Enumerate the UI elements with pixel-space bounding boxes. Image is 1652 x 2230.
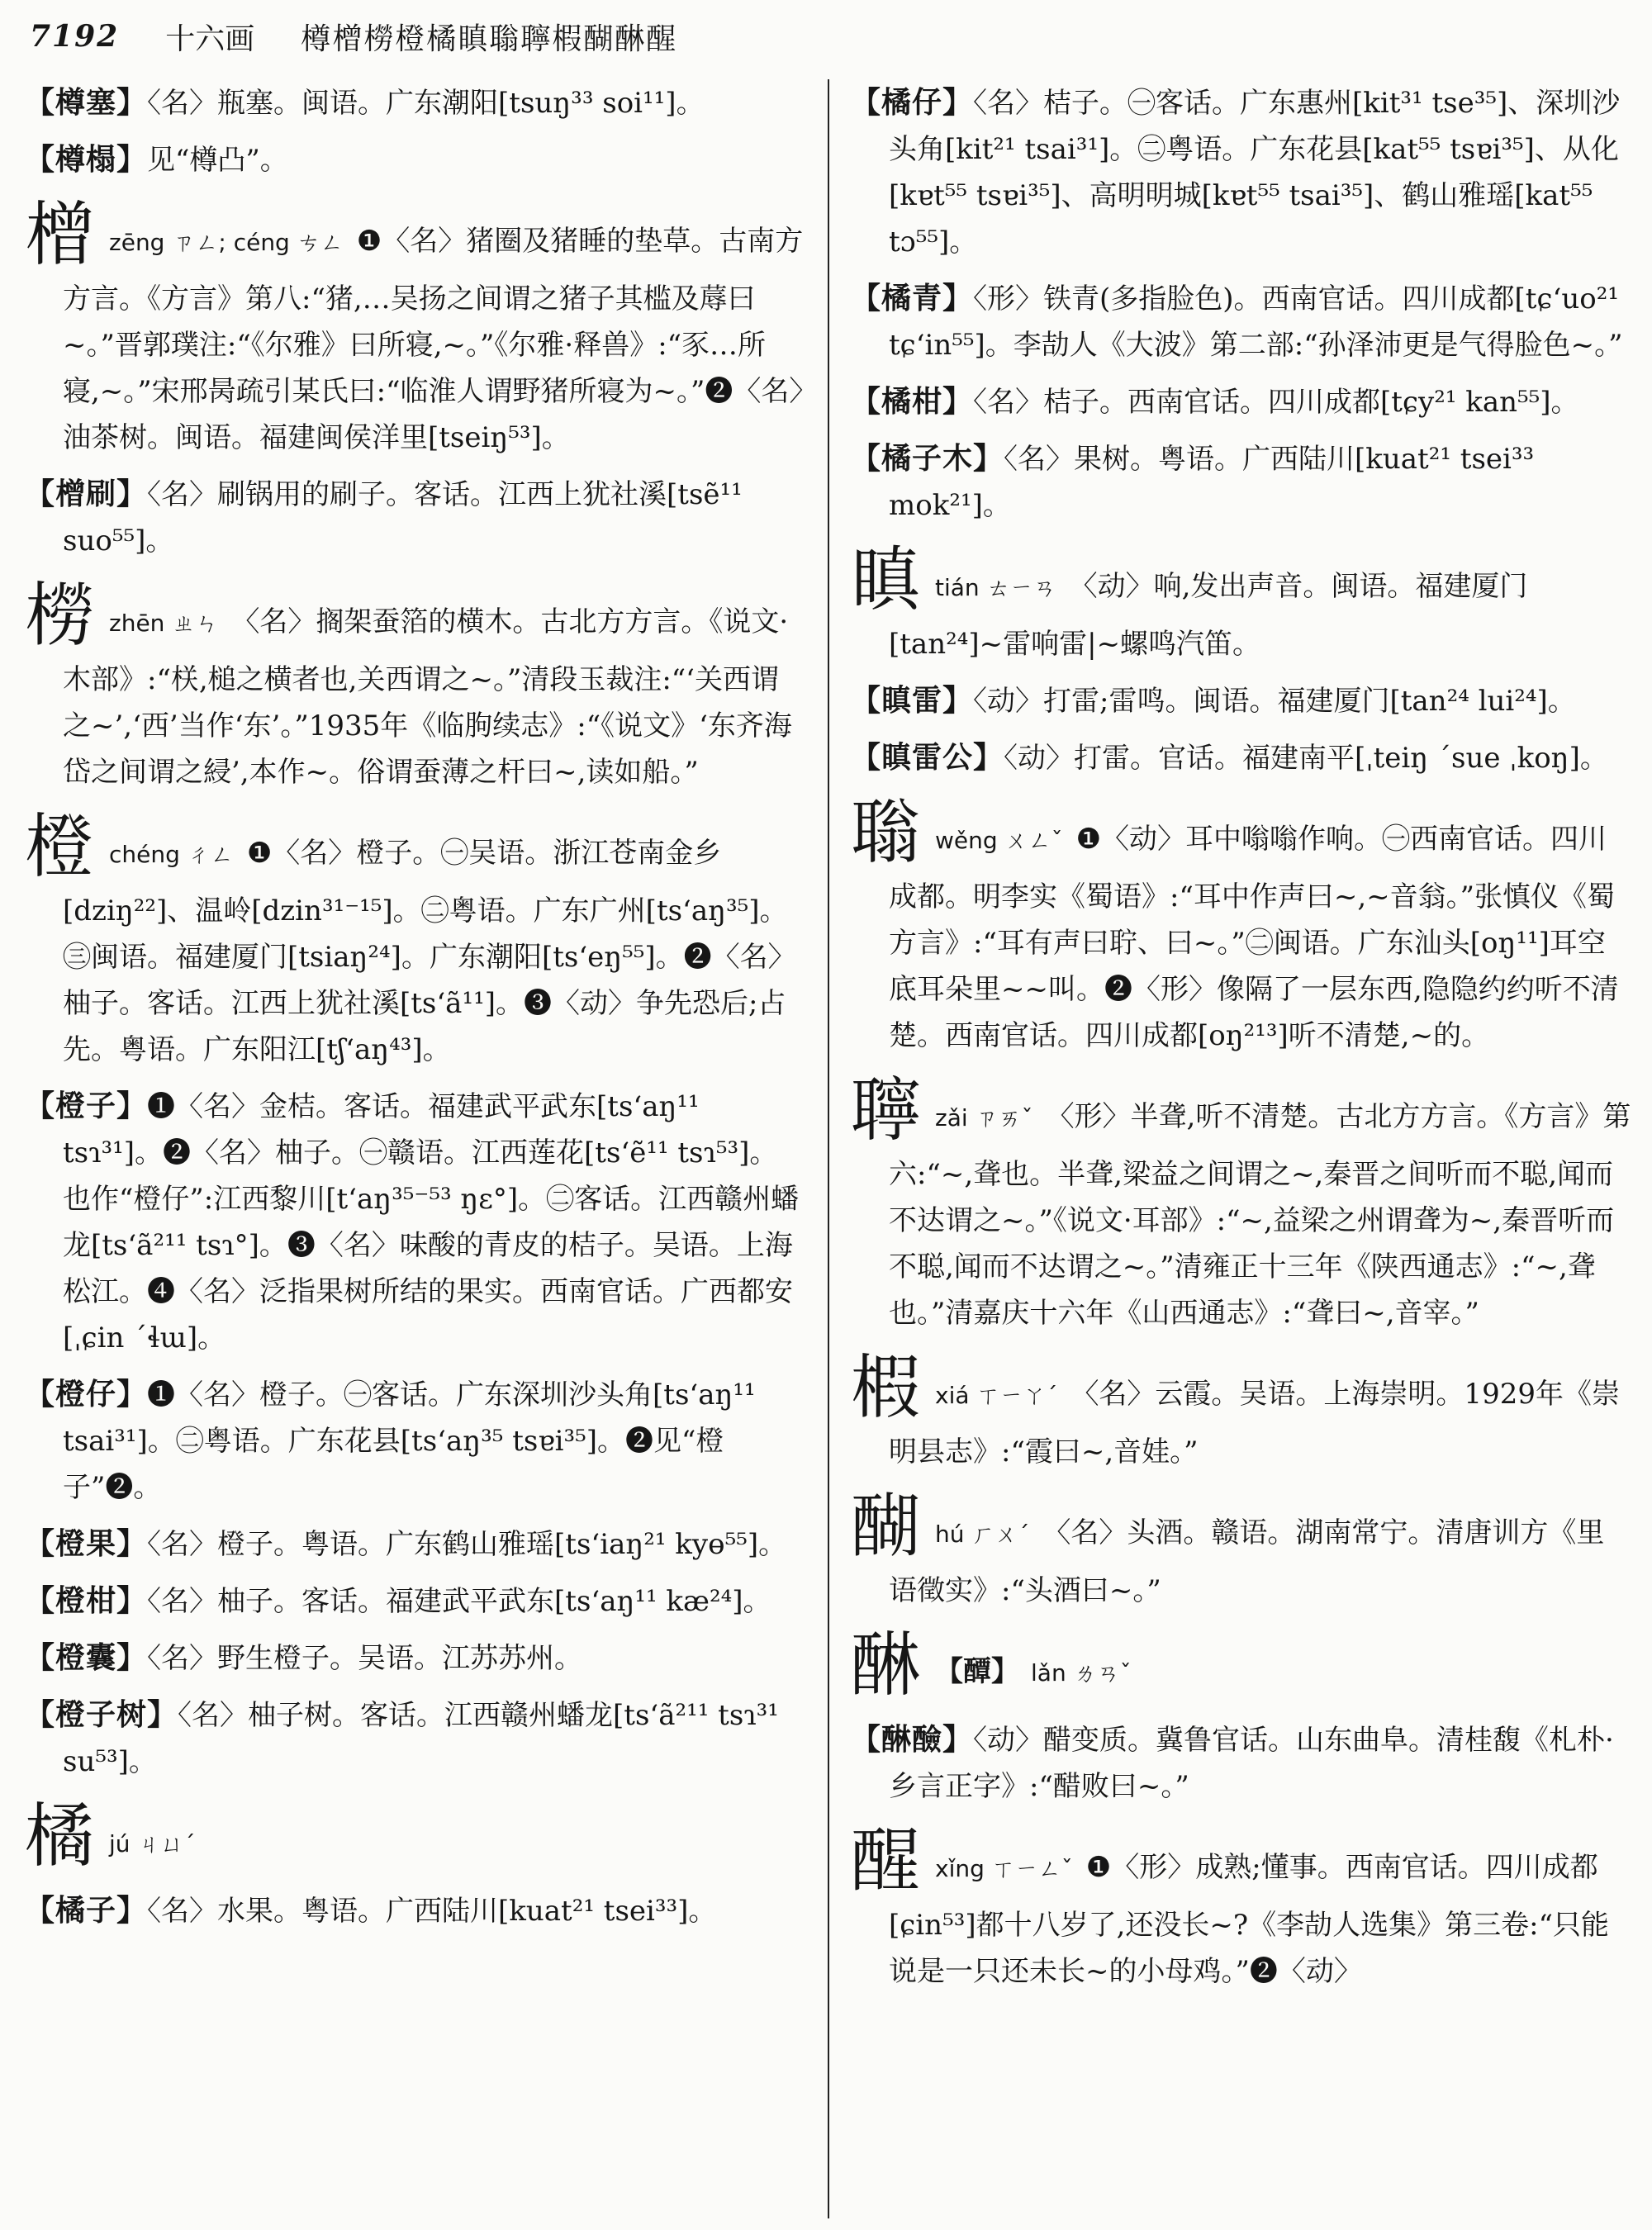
sub-entry [25,471,805,564]
pronunciation: xǐng ㄒㄧㄥˇ [935,1855,1073,1882]
definition: 〈名〉野生橙子。吴语。江苏苏州。 [147,1642,583,1675]
sub-entry [851,734,1631,781]
sub-headword: 【橙仔】 [25,1377,148,1412]
head-character: 聬 [851,792,921,873]
main-entry [851,1485,1631,1614]
definition: ❶〈动〉耳中嗡嗡作响。㊀西南官话。四川成都。明李实《蜀语》:“耳中作声曰~,~音翁。”张慎仪《蜀方言》:“耳有声曰聍、曰~。”㊁闽语。广东汕头[oŋ¹¹]耳空底耳朵里~~叫。❷〈形〉像隔了一层东西,隐隐约约听不清楚。西南官话。四川成都[oŋ²¹³]听不清楚,~的。 [889,823,1619,1052]
sub-headword: 【瞋雷公】 [851,740,1004,775]
definition: 〈名〉桔子。㊀客话。广东惠州[kit³¹ tse³⁵]、深圳沙头角[kit²¹ tsai³¹]。㊁粤语。广东花县[kat⁵⁵ tsɐi³⁵]、从化[kɐt⁵⁵ tsɐi³⁵]、高明明城[kɐt⁵⁵ tsai³⁵]、鹤山雅瑶[kat⁵⁵ tɔ⁵⁵]。 [889,87,1621,259]
main-entry [25,574,805,795]
pronunciation: zǎi ㄗㄞˇ [935,1104,1033,1132]
main-entry [851,539,1631,667]
sub-headword: 【橘柑】 [851,384,974,419]
definition: ❶〈名〉橙子。㊀客话。广东深圳沙头角[tsʻaŋ¹¹ tsai³¹]。㊁粤语。广东花县[tsʻaŋ³⁵ tsɐi³⁵]。❷见“橙子”❷。 [63,1378,756,1504]
definition: 〈名〉水果。粤语。广西陆川[kuat²¹ tsei³³]。 [147,1895,717,1928]
main-entry [851,1820,1631,1995]
definition: 〈名〉云霞。吴语。上海崇明。1929年《崇明县志》:“霞曰~,音娃。” [889,1378,1620,1468]
sub-entry [851,677,1631,724]
section-label: 十六画 [165,21,255,56]
sub-entry [851,275,1631,368]
sub-entry [851,1716,1631,1810]
definition: 〈名〉头酒。赣语。湖南常宁。清唐训方《里语徵实》:“头酒曰~。” [889,1516,1605,1607]
definition: ❶〈名〉橙子。㊀吴语。浙江苍南金乡[dziŋ²²]、温岭[dzin³¹⁻¹⁵]。㊁粤语。广东广州[tsʻaŋ³⁵]。㊂闽语。福建厦门[tsiaŋ²⁴]。广东潮阳[tsʻeŋ⁵⁵]。❷〈名〉柚子。客话。江西上犹社溪[tsʻã¹¹]。❸〈动〉争先恐后;占先。粤语。广东阳江[tʃʻaŋ⁴³]。 [63,837,796,1066]
main-entry [851,1346,1631,1475]
column-divider [828,79,829,2218]
sub-entry [851,378,1631,425]
head-character: 醒 [851,1820,921,1901]
sub-headword: 【橙子】 [25,1089,148,1123]
definition: 〈动〉醋变质。冀鲁官话。山东曲阜。清桂馥《札朴·乡言正字》:“醋败曰~。” [889,1724,1614,1803]
sub-headword: 【橘青】 [851,281,974,316]
main-entry [851,1624,1631,1706]
sub-headword: 【橙子树】 [25,1697,178,1732]
page-number: 7192 [30,19,120,54]
sub-entry [25,1691,805,1785]
pronunciation: hú ㄏㄨˊ [935,1521,1030,1548]
head-character: 瞋 [851,539,921,620]
head-character: 聹 [851,1070,921,1151]
definition: 〈名〉柚子。客话。福建武平武东[tsʻaŋ¹¹ kæ²⁴]。 [147,1585,771,1618]
sub-entry [851,435,1631,529]
definition: 〈动〉打雷;雷鸣。闽语。福建厦门[tan²⁴ lui²⁴]。 [973,685,1576,718]
sub-headword: 【橘子】 [25,1893,148,1928]
sub-headword: 【樽塞】 [25,85,148,120]
variant-form: 【醰】 [935,1655,1020,1688]
head-character: 橙 [25,806,95,887]
definition: 〈名〉瓶塞。闽语。广东潮阳[tsuŋ³³ soi¹¹]。 [147,87,705,120]
sub-entry [25,1635,805,1682]
left-column [25,79,805,1944]
definition: 〈形〉铁青(多指脸色)。西南官话。四川成都[tɕʻuo²¹ tɕʻin⁵⁵]。李劼人《大波》第二部:“孙泽沛更是气得脸色~。” [889,282,1623,362]
right-column [851,79,1631,2005]
main-entry [851,791,1631,1059]
sub-entry [25,136,805,183]
pronunciation: xiá ㄒㄧㄚˊ [935,1382,1058,1409]
sub-entry [851,79,1631,265]
definition: ❶〈名〉猪圈及猪睡的垫草。古南方方言。《方言》第八:“猪,…吴扬之间谓之猪子其槛及蓐曰~。”晋郭璞注:“《尔雅》曰所寝,~。”《尔雅·释兽》:“豕…所寝,~。”宋邢昺疏引某氏曰:“临淮人谓野猪所寝为~。”❷〈名〉油茶树。闽语。福建闽侯洋里[tseiŋ⁵³]。 [63,225,804,454]
sub-headword: 【瞋雷】 [851,683,974,718]
definition: 〈名〉橙子。粤语。广东鹤山雅瑶[tsʻiaŋ²¹ kyɵ⁵⁵]。 [147,1528,787,1561]
pronunciation: zhēn ㄓㄣ [109,610,219,637]
sub-entry [25,1521,805,1568]
definition: 〈名〉桔子。西南官话。四川成都[tɕy²¹ kan⁵⁵]。 [973,386,1579,419]
header-characters: 樽橧橯橙橘瞋聬聹椵醐醂醒 [301,21,678,56]
definition: 〈动〉响,发出声音。闽语。福建厦门[tan²⁴]~雷响雷|~螺鸣汽笛。 [889,570,1528,661]
page-header [30,13,1622,59]
main-entry [25,1795,805,1877]
sub-headword: 【橧刷】 [25,477,148,511]
sub-headword: 【橘子木】 [851,441,1004,476]
definition: 〈名〉柚子树。客话。江西赣州蟠龙[tsʻã²¹¹ tsɿ³¹ su⁵³]。 [63,1699,779,1778]
definition: ❶〈名〉金桔。客话。福建武平武东[tsʻaŋ¹¹ tsɿ³¹]。❷〈名〉柚子。㊀赣语。江西莲花[tsʻẽ¹¹ tsɿ⁵³]。也作“橙仔”:江西黎川[tʻaŋ³⁵⁻⁵³ ŋɛ°]。㊁客话。江西赣州蟠龙[tsʻã²¹¹ tsɿ°]。❸〈名〉味酸的青皮的桔子。吴语。上海松江。❹〈名〉泛指果树所结的果实。西南官话。广西都安[ˌɕin ˊɬɯ]。 [63,1090,800,1355]
head-character: 橯 [25,575,95,656]
head-character: 橧 [25,194,95,275]
sub-entry [25,1887,805,1934]
definition: 〈形〉半聋,听不清楚。古北方方言。《方言》第六:“~,聋也。半聋,梁益之间谓之~,秦晋之间听而不聪,闻而不达谓之~。”《说文·耳部》:“~,益梁之州谓聋为~,秦晋听而不聪,闻而不达谓之~。”清雍正十三年《陕西通志》:“~,聋也。”清嘉庆十六年《山西通志》:“聋曰~,音宰。” [889,1100,1631,1330]
sub-entry [25,1083,805,1361]
pronunciation: lǎn ㄌㄢˇ [1031,1659,1132,1687]
definition: 〈名〉果树。粤语。广西陆川[kuat²¹ tsei³³ mok²¹]。 [889,443,1535,522]
definition: 〈动〉打雷。官话。福建南平[ˌteiŋ ˊsue ˌkoŋ]。 [1004,742,1608,775]
pronunciation: wěng ㄨㄥˇ [935,827,1063,854]
head-character: 椵 [851,1347,921,1428]
main-entry [25,193,805,461]
pronunciation: chéng ㄔㄥ [109,841,234,868]
definition: ❶〈形〉成熟;懂事。西南官话。四川成都[ɕin⁵³]都十八岁了,还没长~?《李劼人选集》第三卷:“只能说是一只还未长~的小母鸡。”❷〈动〉 [889,1851,1609,1988]
definition: 见“樽凸”。 [147,144,288,177]
sub-entry [25,1578,805,1625]
sub-headword: 【橙囊】 [25,1640,148,1675]
sub-headword: 【橙果】 [25,1526,148,1561]
sub-entry [25,1371,805,1511]
definition: 〈名〉搁架蚕箔的横木。古北方方言。《说文·木部》:“栚,槌之横者也,关西谓之~。”清段玉裁注:“‘关西谓之~’,‘西’当作‘东’。”1935年《临朐续志》:“《说文》‘东齐海岱之间谓之綅’,本作~。俗谓蚕薄之杆曰~,读如船。” [63,605,792,789]
head-character: 醂 [851,1625,921,1706]
pronunciation: tián ㄊㄧㄢ [935,574,1056,601]
sub-entry [25,79,805,126]
sub-headword: 【樽榻】 [25,142,148,177]
main-entry [25,805,805,1073]
head-character: 橘 [25,1796,95,1877]
sub-headword: 【橘仔】 [851,85,974,120]
main-entry [851,1069,1631,1336]
sub-headword: 【橙柑】 [25,1583,148,1618]
pronunciation: zēng ㄗㄥ; céng ㄘㄥ [109,229,344,256]
pronunciation: jú ㄐㄩˊ [109,1830,196,1858]
sub-headword: 【醂醶】 [851,1722,974,1757]
definition: 〈名〉刷锅用的刷子。客话。江西上犹社溪[tsẽ¹¹ suo⁵⁵]。 [63,478,743,558]
head-character: 醐 [851,1486,921,1567]
